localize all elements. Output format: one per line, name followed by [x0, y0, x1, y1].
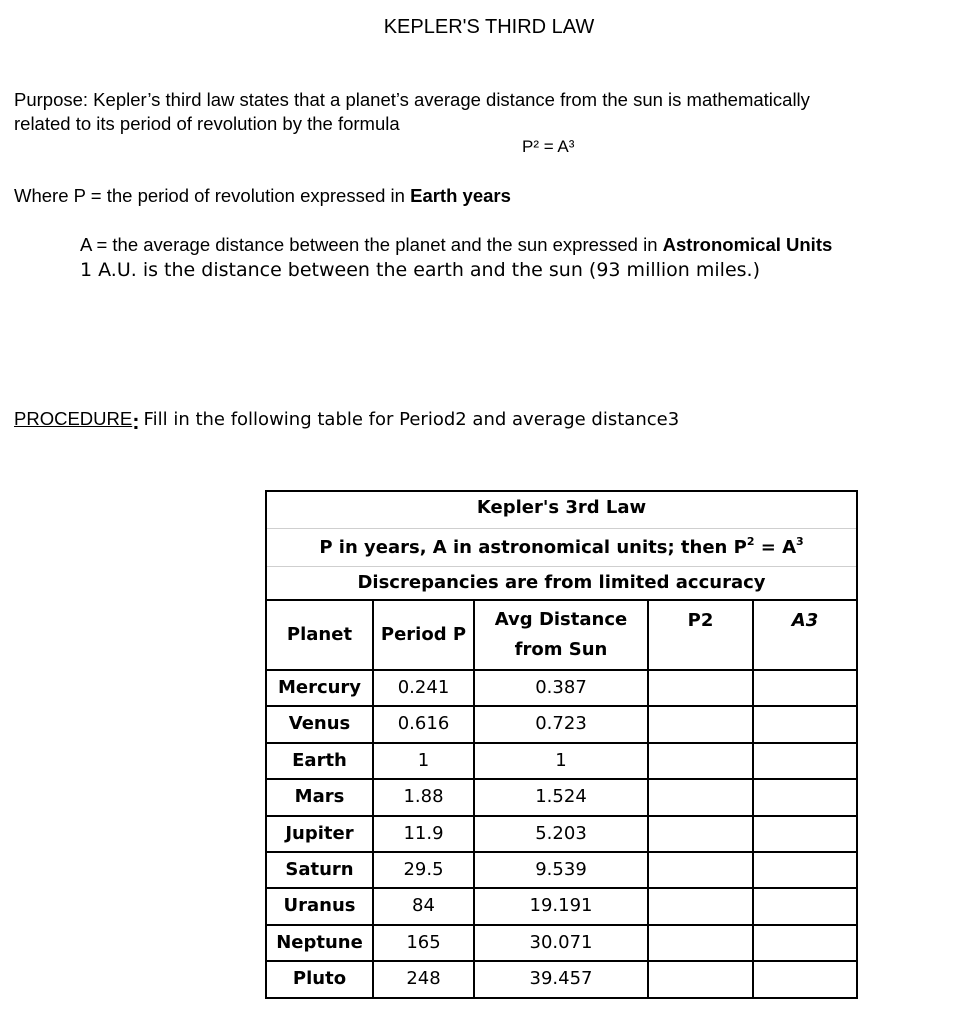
cell-period: 84: [412, 895, 435, 917]
cell-planet: Earth: [292, 749, 347, 771]
col-header-distance-line1: Avg Distance: [494, 608, 628, 630]
cell-period: 29.5: [403, 859, 444, 881]
period-definition-text: Where P = the period of revolution expressed in: [14, 185, 411, 206]
row-border: [267, 815, 856, 817]
column-border: [372, 601, 374, 997]
row-border: [267, 924, 856, 926]
cell-distance: 9.539: [535, 859, 587, 881]
cell-planet: Pluto: [292, 968, 347, 990]
row-border: [267, 997, 856, 999]
table-subtitle-mid: = A: [754, 537, 797, 558]
cell-planet: Saturn: [285, 859, 354, 881]
cell-distance: 19.191: [529, 895, 593, 917]
cell-distance: 0.387: [535, 677, 587, 699]
cell-period: 1: [417, 749, 430, 771]
column-border: [473, 601, 475, 997]
formula: P² = A³: [522, 137, 575, 156]
row-border: [267, 669, 856, 671]
cell-a3[interactable]: [754, 926, 856, 960]
cell-distance: 1.524: [535, 786, 587, 808]
col-header-p2: P2: [687, 609, 714, 631]
col-header-distance: [475, 601, 647, 669]
cell-period: 165: [406, 931, 441, 953]
table-subtitle-sup2: 3: [796, 535, 804, 548]
distance-definition-unit: Astronomical Units: [662, 234, 833, 255]
cell-distance: 1: [555, 749, 567, 771]
table-subtitle-sup1: 2: [746, 535, 755, 548]
cell-p2[interactable]: [649, 780, 752, 814]
col-header-planet: Planet: [286, 623, 353, 645]
cell-distance: 0.723: [535, 713, 587, 735]
cell-p2[interactable]: [649, 671, 752, 705]
table-subtitle-text: P in years, A in astronomical units; then P: [319, 537, 747, 558]
cell-planet: Mercury: [277, 677, 362, 699]
cell-a3[interactable]: [754, 707, 856, 741]
row-border: [267, 778, 856, 780]
cell-a3[interactable]: [754, 780, 856, 814]
kepler-table: [265, 490, 858, 999]
cell-period: 248: [406, 968, 441, 990]
cell-distance: 5.203: [535, 822, 587, 844]
period-definition: [14, 185, 511, 207]
cell-a3[interactable]: [754, 744, 856, 778]
col-header-a3: A3: [791, 609, 819, 631]
row-border: [267, 705, 856, 707]
page-title: KEPLER'S THIRD LAW: [383, 16, 595, 38]
cell-p2[interactable]: [649, 817, 752, 851]
row-border: [267, 742, 856, 744]
procedure-instruction: [14, 405, 680, 434]
cell-p2[interactable]: [649, 707, 752, 741]
cell-distance: 30.071: [529, 931, 593, 953]
cell-p2[interactable]: [649, 926, 752, 960]
table-subtitle: [267, 537, 856, 558]
cell-period: 11.9: [403, 822, 444, 844]
table-title: Kepler's 3rd Law: [476, 497, 647, 518]
header-divider: [267, 528, 856, 529]
cell-planet: Jupiter: [285, 822, 354, 844]
period-definition-unit: Earth years: [410, 185, 511, 206]
cell-period: 0.241: [397, 677, 450, 699]
row-border: [267, 851, 856, 853]
cell-planet: Mars: [294, 786, 345, 808]
cell-a3[interactable]: [754, 853, 856, 887]
row-border: [267, 960, 856, 962]
cell-planet: Venus: [288, 713, 351, 735]
cell-period: 0.616: [397, 713, 450, 735]
distance-definition-text: A = the average distance between the planet and the sun expressed in: [80, 234, 663, 255]
cell-p2[interactable]: [649, 744, 752, 778]
cell-planet: Uranus: [283, 895, 356, 917]
cell-a3[interactable]: [754, 817, 856, 851]
purpose-text-line2: related to its period of revolution by the formula: [14, 113, 400, 134]
cell-p2[interactable]: [649, 853, 752, 887]
header-divider: [267, 566, 856, 567]
cell-a3[interactable]: [754, 962, 856, 996]
procedure-text: Fill in the following table for Period2 and average distance3: [143, 409, 680, 430]
cell-p2[interactable]: [649, 962, 752, 996]
table-note: Discrepancies are from limited accuracy: [357, 572, 766, 593]
column-border: [647, 601, 649, 997]
cell-distance: 39.457: [529, 968, 593, 990]
distance-definition: [80, 234, 832, 256]
row-border: [267, 887, 856, 889]
column-border: [752, 601, 754, 997]
cell-a3[interactable]: [754, 671, 856, 705]
cell-a3[interactable]: [754, 889, 856, 923]
col-header-distance-line2: from Sun: [514, 639, 608, 660]
au-definition: 1 A.U. is the distance between the earth and the sun (93 million miles.): [80, 259, 760, 281]
cell-p2[interactable]: [649, 889, 752, 923]
cell-planet: Neptune: [276, 931, 363, 953]
procedure-label: PROCEDURE: [14, 408, 133, 429]
cell-period: 1.88: [403, 786, 444, 808]
purpose-text-line1: Purpose: Kepler’s third law states that a planet’s average distance from the sun is mathematically: [14, 89, 810, 110]
procedure-colon: :: [132, 409, 140, 434]
col-header-period: Period P: [380, 623, 467, 645]
